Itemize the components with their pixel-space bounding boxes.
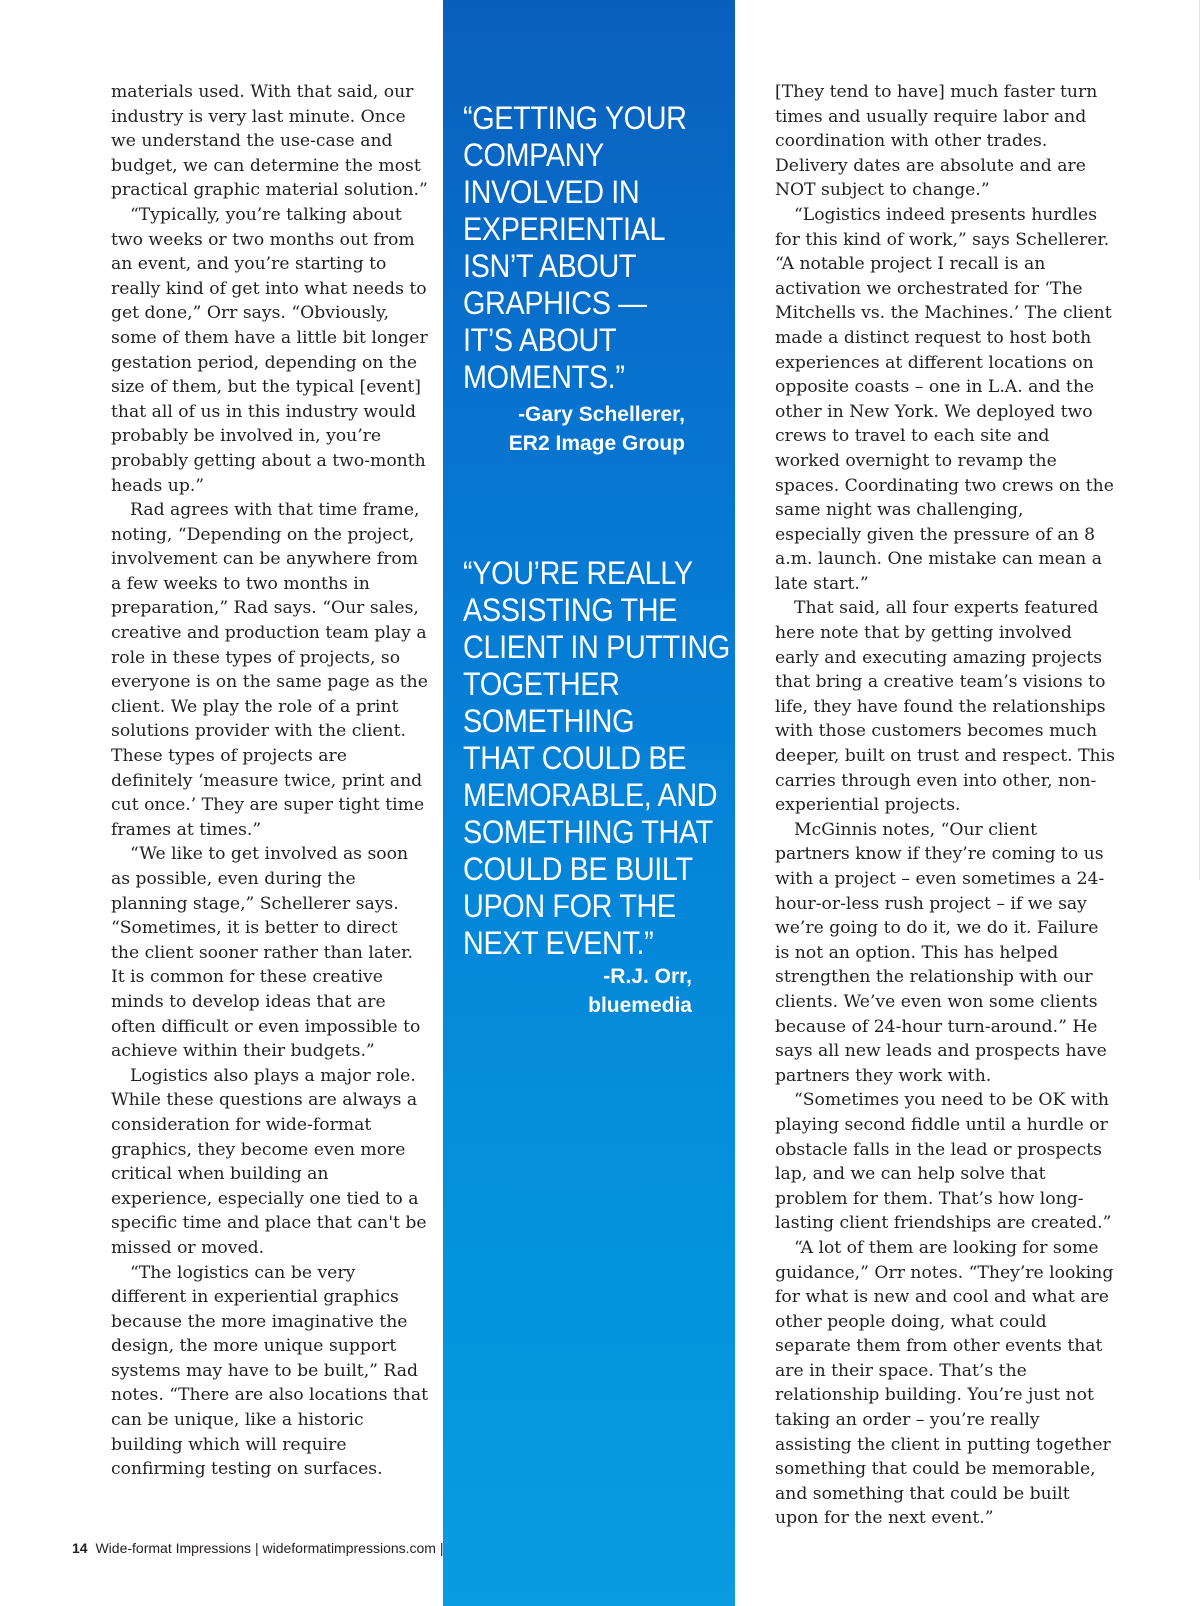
attribution-line: bluemedia — [588, 994, 692, 1017]
body-paragraph: materials used. With that said, our industry is very last minute. Once we understand the use-case and budget, we can determine the most practical graphic material solution.” — [111, 82, 428, 201]
attribution-line: -R.J. Orr, — [603, 965, 692, 988]
page-footer — [72, 1540, 444, 1556]
body-paragraph: “Sometimes you need to be OK with playing second fiddle until a hurdle or obstacle falls in the lead or prospects lap, and we can help solve that problem for them. That’s how long-lasting client friendships are created.” — [775, 1090, 1112, 1234]
pull-quote-line: “YOU’RE REALLY — [463, 555, 693, 591]
pull-quote-line: ASSISTING THE — [463, 592, 678, 628]
pull-quote-line: NEXT EVENT.” — [463, 925, 654, 961]
pull-quote-line: TOGETHER — [463, 666, 620, 702]
pull-quote-line: INVOLVED IN — [463, 174, 640, 210]
body-paragraph: Rad agrees with that time frame, noting, “Depending on the project, involvement can be anywhere from a few weeks to two months in preparation,” Rad says. “Our sales, creative and production team play a role in these types of projects, so everyone is on the same page as the client. We play the role of a print solutions provider with the client. These types of projects are definitely ‘measure twice, print and cut once.’ They are super tight time frames at times.” — [111, 500, 428, 840]
attribution-line: -Gary Schellerer, — [518, 403, 685, 426]
pull-quote-line: MOMENTS.” — [463, 359, 625, 395]
pull-quote-line: SOMETHING THAT — [463, 814, 713, 850]
pull-quote-schellerer — [463, 100, 708, 396]
pull-quote-line: ISN’T ABOUT — [463, 248, 637, 284]
body-paragraph: That said, all four experts featured here note that by getting involved early and executing amazing projects that bring a creative team’s visions to life, they have found the relationships with those customers becomes much deeper, built on trust and respect. This carries through even into other, non-experiential projects. — [775, 598, 1115, 816]
pull-quote-line: UPON FOR THE — [463, 888, 676, 924]
pull-quote-line: IT’S ABOUT — [463, 322, 617, 358]
pull-quote-line: GRAPHICS — — [463, 285, 647, 321]
pull-quote-attribution-orr — [588, 962, 692, 1020]
pull-quote-line: MEMORABLE, AND — [463, 777, 718, 813]
pull-quote-line: COMPANY — [463, 137, 604, 173]
body-paragraph: McGinnis notes, “Our client partners know if they’re coming to us with a project – even sometimes a 24-hour-or-less rush project – if we say we’re going to do it, we do it. Failure is not an option. This has helped strengthen the relationship with our clients. We’ve even won some clients because of 24-hour turn-around.” He says all new leads and prospects have partners they work with. — [775, 819, 1107, 1086]
page-number: 14 — [72, 1540, 88, 1556]
left-text-column — [111, 80, 429, 1482]
pull-quote-orr — [463, 555, 730, 962]
body-paragraph: [They tend to have] much faster turn times and usually require labor and coordination with other trades. Delivery dates are absolute and are NOT subject to change.” — [775, 82, 1098, 201]
body-paragraph: “We like to get involved as soon as possible, even during the planning stage,” Schellerer says. “Sometimes, it is better to direct the client sooner rather than later. It is common for these creative minds to develop ideas that are often difficult or even impossible to achieve within their budgets.” — [111, 844, 421, 1062]
pull-quote-attribution-schellerer — [509, 400, 685, 458]
right-text-column — [775, 80, 1115, 1531]
footer-publication: Wide-format Impressions | wideformatimpressions.com | — [95, 1540, 444, 1556]
attribution-line: ER2 Image Group — [508, 432, 685, 455]
body-paragraph: “A lot of them are looking for some guidance,” Orr notes. “They’re looking for what is new and cool and what are other people doing, what could separate them from other events that are in their space. That’s the relationship building. You’re just not taking an order – you’re really assisting the client in putting together something that could be memorable, and something that could be built upon for the next event.” — [775, 1237, 1114, 1529]
body-paragraph: “The logistics can be very different in experiential graphics because the more imaginative the design, the more unique support systems may have to be built,” Rad notes. “There are also locations that can be unique, like a historic building which will require confirming testing on surfaces. — [111, 1262, 429, 1480]
body-paragraph: Logistics also plays a major role. While these questions are always a consideration for wide-format graphics, they become even more critical when building an experience, especially one tied to a specific time and place that can't be missed or moved. — [111, 1065, 427, 1258]
pull-quote-line: THAT COULD BE — [463, 740, 687, 776]
pull-quote-line: SOMETHING — [463, 703, 635, 739]
pull-quote-line: COULD BE BUILT — [463, 851, 693, 887]
pull-quote-band — [443, 0, 735, 1606]
pull-quote-line: EXPERIENTIAL — [463, 211, 666, 247]
pull-quote-line: “GETTING YOUR — [463, 100, 687, 136]
body-paragraph: “Logistics indeed presents hurdles for this kind of work,” says Schellerer. “A notable project I recall is an activation we orchestrated for ‘The Mitchells vs. the Machines.’ The client made a distinct request to host both experiences at different locations on opposite coasts – one in L.A. and the other in New York. We deployed two crews to travel to each site and worked overnight to revamp the spaces. Coordinating two crews on the same night was challenging, especially given the pressure of an 8 a.m. launch. One mistake can mean a late start.” — [775, 204, 1114, 594]
body-paragraph: “Typically, you’re talking about two weeks or two months out from an event, and you’re starting to really kind of get into what needs to get done,” Orr says. “Obviously, some of them have a little bit longer gestation period, depending on the size of them, but the typical [event] that all of us in this industry would probably be involved in, you’re probably getting about a two-month heads up.” — [111, 204, 428, 496]
pull-quote-line: CLIENT IN PUTTING — [463, 629, 730, 665]
